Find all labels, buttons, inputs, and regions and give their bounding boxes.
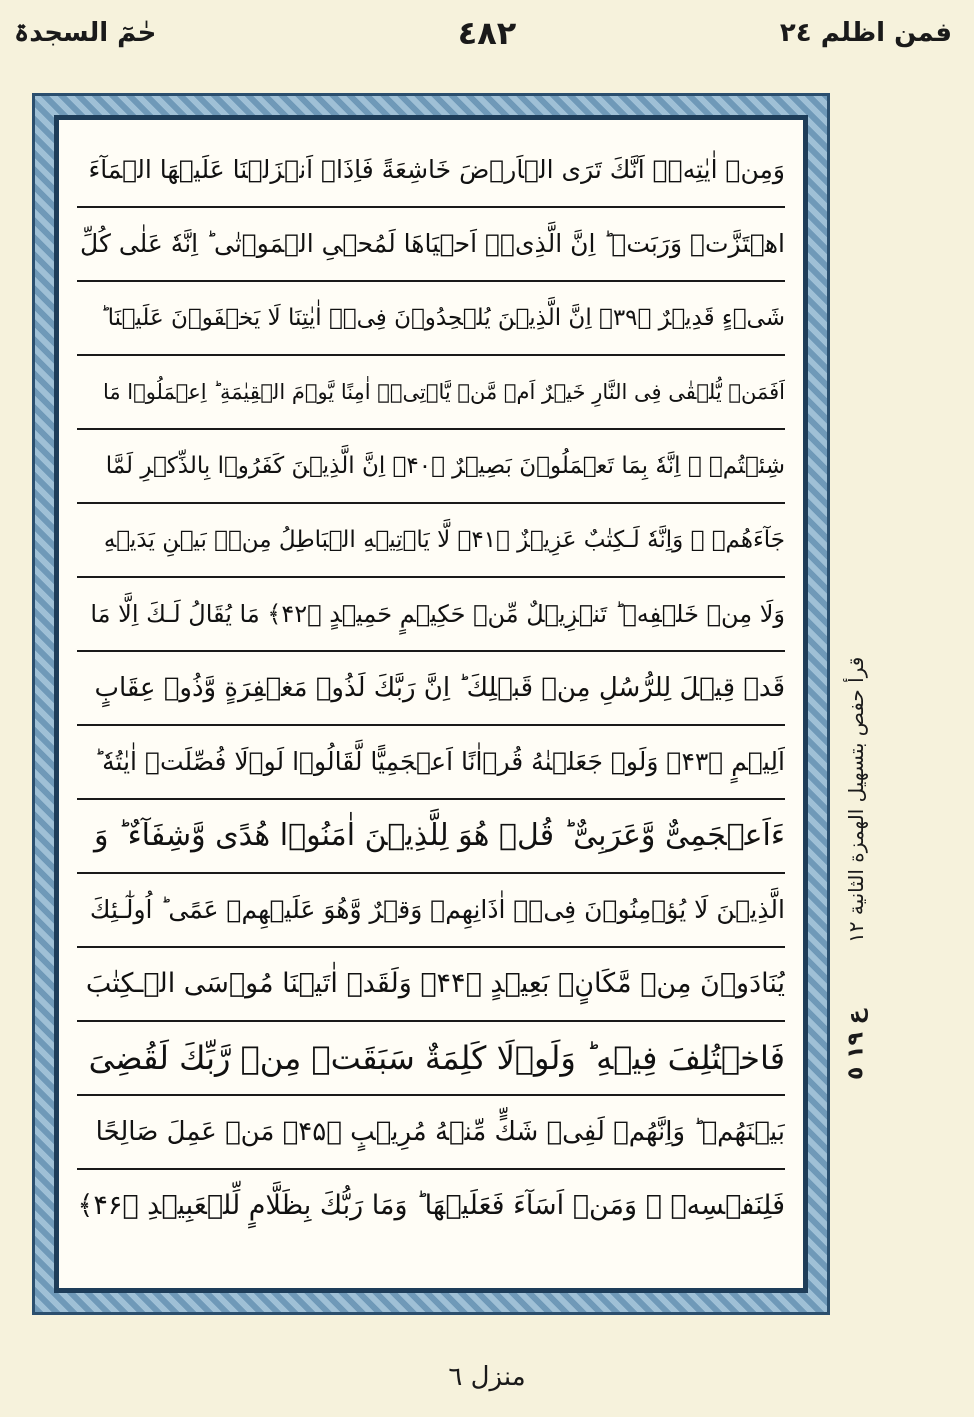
verse-line-14: بَيۡنَهُمۡ ؕ وَاِنَّهُمۡ لَفِىۡ شَكٍّ مِّنۡهُ مُرِيۡبٍ ﴿۴۵﴾ مَنۡ عَمِلَ صَالِحًا — [77, 1096, 785, 1170]
verse-line-13: فَاخۡتُلِفَ فِيۡهِ ؕ وَلَوۡلَا كَلِمَةٌ سَبَقَتۡ مِنۡ رَّبِّكَ لَقُضِىَ — [77, 1022, 785, 1096]
text-panel — [57, 118, 805, 1290]
verse-line-15: فَلِنَفۡسِهٖ ۚ وَمَنۡ اَسَآءَ فَعَلَيۡهَا ؕ وَمَا رَبُّكَ بِظَلَّامٍ لِّلۡعَبِيۡدِ ﴿۴۶﴾ — [77, 1190, 785, 1221]
verse-line-2: اهۡتَزَّتۡ وَرَبَتۡ ؕ اِنَّ الَّذِىۡۤ اَحۡيَاهَا لَمُحۡىِ الۡمَوۡتٰى ؕ اِنَّهٗ عَلٰى كُلِّ — [77, 208, 785, 282]
verse-line-9: اَلِيۡمٍ ﴿۴۳﴾ وَلَوۡ جَعَلۡنٰهُ قُرۡاٰنًا اَعۡجَمِيًّا لَّقَالُوۡا لَوۡلَا فُصِّلَتۡ اٰيٰتُهٗ ؕ — [77, 726, 785, 800]
surah-name: حٰمٓ السجدۃ — [14, 18, 157, 48]
verse-line-11: الَّذِيۡنَ لَا يُؤۡمِنُوۡنَ فِىۡۤ اٰذَانِهِمۡ وَقۡرٌ وَّهُوَ عَلَيۡهِمۡ عَمًى ؕ اُولٰٓـئِكَ — [77, 874, 785, 948]
verse-line-7: وَلَا مِنۡ خَلۡفِهٖ ؕ تَنۡزِيۡلٌ مِّنۡ حَكِيۡمٍ حَمِيۡدٍ ﴿۴۲﴾ مَا يُقَالُ لَـكَ اِلَّا مَا — [77, 578, 785, 652]
manzil-label: منزل ٦ — [448, 1362, 526, 1392]
verse-line-10: ءَاَعۡجَمِىٌّ وَّعَرَبِىٌّ ؕ قُلۡ هُوَ لِلَّذِيۡنَ اٰمَنُوۡا هُدًى وَّشِفَآءٌ ؕ وَ — [77, 800, 785, 874]
verse-line-12: يُنَادَوۡنَ مِنۡ مَّكَانٍۢ بَعِيۡدٍ ﴿۴۴﴾ وَلَقَدۡ اٰتَيۡنَا مُوۡسَى الۡـكِتٰبَ — [77, 948, 785, 1022]
page-header — [0, 0, 974, 92]
ruku-mark: ع ١٩ ٥ — [843, 1009, 869, 1081]
margin-note: قرأ حفص بتسهيل الهمزة الثانية ١٢ — [844, 656, 868, 944]
verse-line-4: اَفَمَنۡ يُّلۡقٰى فِى النَّارِ خَيۡرٌ اَمۡ مَّنۡ يَّاۡتِىۡۤ اٰمِنًا يَّوۡمَ الۡقِيٰمَةِ ؕ اِعۡمَلُوۡا مَا — [77, 356, 785, 430]
juz-name: فمن اظلم ٢٤ — [779, 18, 952, 48]
verse-line-6: جَآءَهُمۡ ۚ وَاِنَّهٗ لَـكِتٰبٌ عَزِيۡزٌ ﴿۴۱﴾ لَّا يَاۡتِيۡهِ الۡبَاطِلُ مِنۡۢ بَيۡنِ يَدَيۡهِ — [77, 504, 785, 578]
page-number: ٤٨٢ — [457, 14, 517, 52]
verse-line-8: قَدۡ قِيۡلَ لِلرُّسُلِ مِنۡ قَبۡلِكَ ؕ اِنَّ رَبَّكَ لَذُوۡ مَغۡفِرَةٍ وَّذُوۡ عِقَابٍ — [77, 652, 785, 726]
verse-line-5: شِئۡتُمۡ ۙ اِنَّهٗ بِمَا تَعۡمَلُوۡنَ بَصِيۡرٌ ﴿۴۰﴾ اِنَّ الَّذِيۡنَ كَفَرُوۡا بِالذِّكۡرِ لَمَّا — [77, 430, 785, 504]
verse-line-1: وَمِنۡ اٰيٰتِهٖۤ اَنَّكَ تَرَى الۡاَرۡضَ خَاشِعَةً فَاِذَاۤ اَنۡزَلۡنَا عَلَيۡهَا الۡمَآءَ — [77, 134, 785, 208]
ornamental-frame — [32, 93, 830, 1315]
verse-line-3: شَىۡءٍ قَدِيۡرٌ ﴿۳۹﴾ اِنَّ الَّذِيۡنَ يُلۡحِدُوۡنَ فِىۡۤ اٰيٰتِنَا لَا يَخۡفَوۡنَ عَلَيۡنَا ؕ — [77, 282, 785, 356]
